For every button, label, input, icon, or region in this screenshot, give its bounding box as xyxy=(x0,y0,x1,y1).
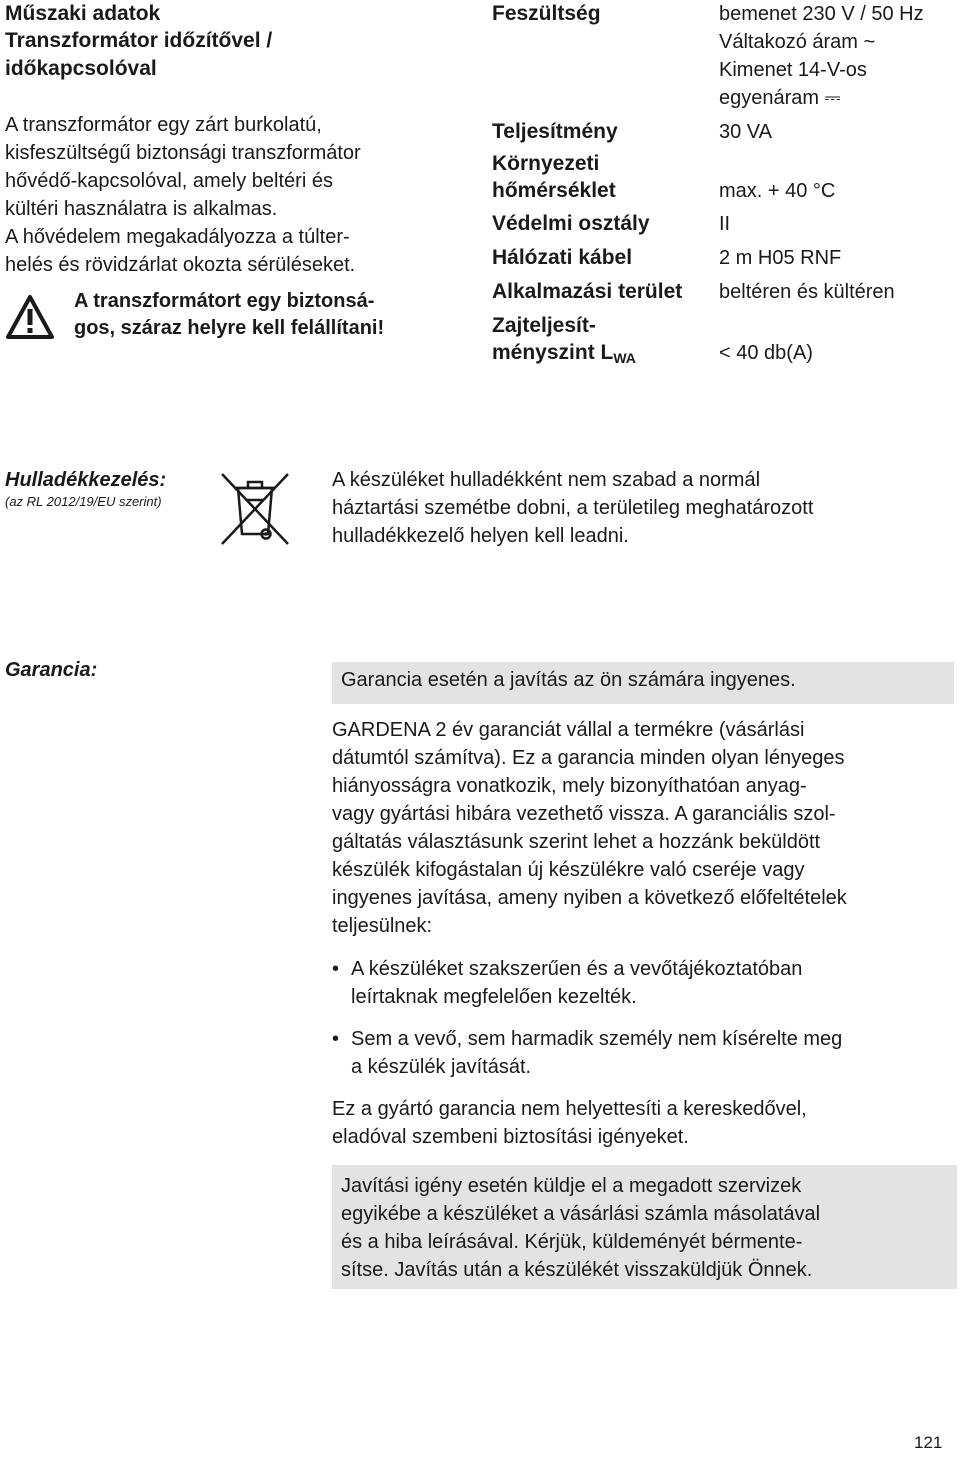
noise-label-1: Zajteljesít- xyxy=(492,314,596,337)
disposal-title: Hulladékkezelés: xyxy=(5,469,167,491)
page-title: Műszaki adatok xyxy=(5,2,161,25)
warranty-highlight-text: Garancia esetén a javítás az ön számára ingyenes. xyxy=(341,669,796,691)
warranty-bullet-2: • Sem a vevő, sem harmadik személy nem kísérelte meg a készülék javítását. xyxy=(332,1025,952,1081)
warranty-title: Garancia: xyxy=(5,659,98,681)
application-label: Alkalmazási terület xyxy=(492,280,683,303)
env-temp-value: max. + 40 °C xyxy=(719,180,836,202)
noise-value: < 40 db(A) xyxy=(719,342,813,364)
power-value: 30 VA xyxy=(719,121,772,143)
bullet-icon: • xyxy=(332,958,340,980)
application-value: beltéren és kültéren xyxy=(719,281,895,303)
power-label: Teljesítmény xyxy=(492,120,618,143)
cable-label: Hálózati kábel xyxy=(492,246,633,269)
voltage-output: Kimenet 14-V-os xyxy=(719,59,867,81)
bullet-icon: • xyxy=(332,1028,340,1050)
warning-triangle-icon xyxy=(5,294,55,340)
voltage-ac: Váltakozó áram ~ xyxy=(719,31,876,53)
protection-class-value: II xyxy=(719,213,731,235)
env-temp-label-1: Környezeti xyxy=(492,152,600,175)
noise-label-subscript: WA xyxy=(613,350,636,366)
warranty-closing: Ez a gyártó garancia nem helyettesíti a kereskedővel, eladóval szembeni biztosítási igényeket. xyxy=(332,1098,807,1148)
warranty-highlight-box xyxy=(332,662,954,704)
repair-claim-box: Javítási igény esetén küldje el a megadott szervizek egyikébe a készüléket a vásárlási számla másolatával és a hiba leírásával. Kérjük, küldeményét bérmente- sítse. Javítás után a készülékét visszaküldjük Önnek. xyxy=(332,1165,957,1289)
warranty-bullet-1: • A készüléket szakszerűen és a vevőtájékoztatóban leírtaknak megfelelően kezelték. xyxy=(332,955,952,1011)
warranty-paragraph: GARDENA 2 év garanciát vállal a termékre (vásárlási dátumtól számítva). Ez a garancia minden olyan lényeges hiányosságra vonatkozik, mely bizonyíthatóan anyag- vagy gyártási hibára vezethető vissza. A garanciális szol- gáltatás választásunk szerint lehet a hozzánk beküldött készülék kifogástalan új készülékre való cseréje vagy ingyenes javítása, ameny nyiben a következő előfeltételek teljesülnek: xyxy=(332,719,847,937)
voltage-label: Feszültség xyxy=(492,2,601,25)
crossed-out-wheelie-bin-icon xyxy=(218,470,292,548)
cable-value: 2 m H05 RNF xyxy=(719,247,842,269)
voltage-dc: egyenáram ⎓ xyxy=(719,87,841,109)
page-number: 121 xyxy=(914,1433,943,1452)
subtitle-line-1: Transzformátor időzítővel / xyxy=(5,29,273,52)
env-temp-label-2: hőmérséklet xyxy=(492,179,616,202)
disposal-text: A készüléket hulladékként nem szabad a normál háztartási szemétbe dobni, a területileg meghatározott hulladékkezelő helyen kell leadni. xyxy=(332,469,814,547)
disposal-subtitle: (az RL 2012/19/EU szerint) xyxy=(5,494,162,509)
voltage-input: bemenet 230 V / 50 Hz xyxy=(719,3,924,25)
warning-text: A transzformátort egy biztonsá- gos, száraz helyre kell felállítani! xyxy=(74,290,385,339)
protection-class-label: Védelmi osztály xyxy=(492,212,650,235)
subtitle-line-2: időkapcsolóval xyxy=(5,57,157,80)
noise-label-2: ményszint $L_{WA}$ xyxy=(492,341,636,366)
transformer-description: A transzformátor egy zárt burkolatú, kisfeszültségű biztonsági transzformátor hővédő-kapcsolóval, amely beltéri és kültéri használatra is alkalmas. A hővédelem megakadályozza a túlter- helés és rövidzárlat okozta sérüléseket. xyxy=(5,114,361,276)
